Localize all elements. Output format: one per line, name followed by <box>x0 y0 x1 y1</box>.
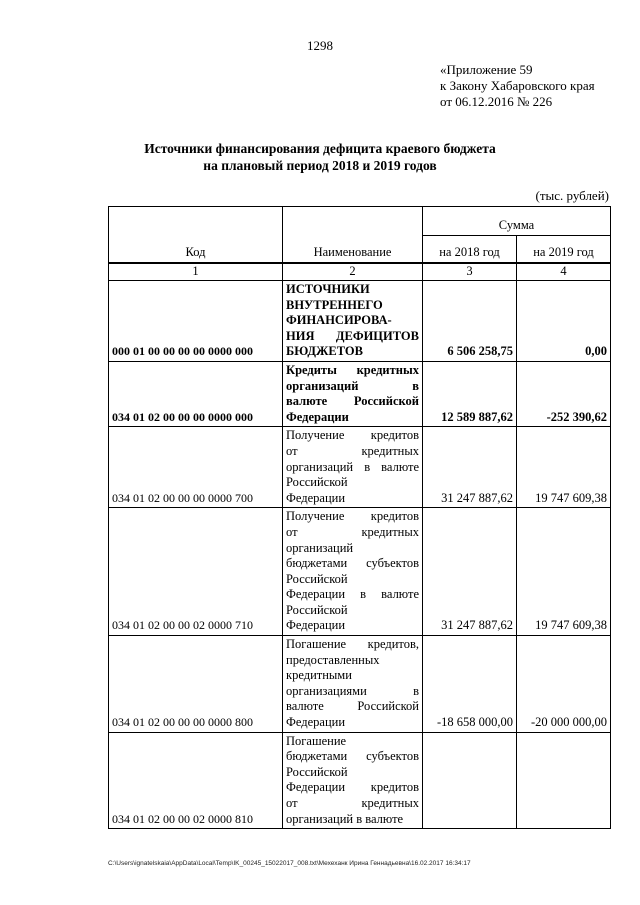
source-name-line: БЮДЖЕТОВ <box>286 344 363 359</box>
source-name-line: ВНУТРЕННЕГО <box>286 297 383 312</box>
column-number: 4 <box>517 263 611 281</box>
source-name-line: организаций в <box>286 378 419 393</box>
source-name-line: бюджетами субъектов <box>286 556 419 571</box>
amount-2018 <box>423 732 517 829</box>
source-name <box>283 636 423 733</box>
source-name-line: ФИНАНСИРОВА- <box>286 313 392 328</box>
file-path-footer: C:\Users\ignatelskaia\AppData\Local\Temp\IK_00245_15022017_008.txt\Мехеханк Ирина Геннадьевна\16.02.2017 16:34:17 <box>108 860 471 867</box>
source-name-line: Федерации <box>286 715 346 730</box>
source-name-line: Погашение кредитов, <box>286 637 419 652</box>
header-code: Код <box>109 207 283 264</box>
source-name-line: Получение кредитов <box>286 428 419 443</box>
source-name-line: Кредиты кредитных <box>286 362 419 377</box>
budget-code: 034 01 02 00 00 02 0000 710 <box>109 508 283 636</box>
table-row <box>109 636 611 733</box>
source-name-line: НИЯ ДЕФИЦИТОВ <box>286 328 419 343</box>
source-name-line: Российской <box>286 475 348 490</box>
header-name: Наименование <box>283 207 423 264</box>
appendix-line-2: к Закону Хабаровского края <box>440 78 595 93</box>
source-name-line: Федерации в валюте <box>286 587 419 602</box>
source-name-line: валюте Российской <box>286 699 419 714</box>
document-title <box>0 140 640 174</box>
budget-code: 034 01 02 00 00 00 0000 000 <box>109 361 283 426</box>
source-name-line: Федерации <box>286 618 346 633</box>
amount-2019: 19 747 609,38 <box>517 427 611 508</box>
source-name-line: Федерации кредитов <box>286 780 419 795</box>
source-name <box>283 427 423 508</box>
appendix-reference <box>440 62 595 110</box>
amount-2018: -18 658 000,00 <box>423 636 517 733</box>
amount-2018: 31 247 887,62 <box>423 508 517 636</box>
units-note: (тыс. рублей) <box>535 188 609 203</box>
source-name-line: Федерации <box>286 490 346 505</box>
header-year-2019: на 2019 год <box>517 236 611 264</box>
source-name-line: организациями в <box>286 683 419 698</box>
source-name-line: валюте Российской <box>286 394 419 409</box>
amount-2018: 31 247 887,62 <box>423 427 517 508</box>
source-name-line: организаций в валюте <box>286 811 404 826</box>
source-name-line: от кредитных <box>286 443 419 458</box>
source-name-line: организаций в валюте <box>286 459 419 474</box>
source-name-line: Получение кредитов <box>286 509 419 524</box>
appendix-line-3: от 06.12.2016 № 226 <box>440 94 553 109</box>
source-name-line: бюджетами субъектов <box>286 749 419 764</box>
source-name-line: организаций <box>286 540 354 555</box>
amount-2019: 19 747 609,38 <box>517 508 611 636</box>
source-name-line: кредитными <box>286 668 352 683</box>
column-number: 3 <box>423 263 517 281</box>
amount-2019: 0,00 <box>517 281 611 362</box>
source-name-line: Федерации <box>286 409 349 424</box>
amount-2019 <box>517 732 611 829</box>
table-row <box>109 427 611 508</box>
financing-sources-table <box>108 206 611 829</box>
title-line-2: на плановый период 2018 и 2019 годов <box>203 158 437 173</box>
amount-2019: -20 000 000,00 <box>517 636 611 733</box>
column-number: 2 <box>283 263 423 281</box>
source-name-line: Погашение <box>286 733 347 748</box>
table-row <box>109 732 611 829</box>
source-name <box>283 732 423 829</box>
title-line-1: Источники финансирования дефицита краевого бюджета <box>144 141 496 156</box>
source-name <box>283 508 423 636</box>
source-name <box>283 281 423 362</box>
header-sum: Сумма <box>423 207 611 236</box>
source-name-line: предоставленных <box>286 652 380 667</box>
source-name-line: Российской <box>286 571 348 586</box>
source-name-line: ИСТОЧНИКИ <box>286 282 370 296</box>
budget-code: 000 01 00 00 00 00 0000 000 <box>109 281 283 362</box>
column-number: 1 <box>109 263 283 281</box>
table-row <box>109 508 611 636</box>
source-name <box>283 361 423 426</box>
table-row <box>109 281 611 362</box>
budget-code: 034 01 02 00 00 00 0000 700 <box>109 427 283 508</box>
source-name-line: от кредитных <box>286 524 419 539</box>
amount-2018: 6 506 258,75 <box>423 281 517 362</box>
appendix-line-1: «Приложение 59 <box>440 62 533 77</box>
amount-2018: 12 589 887,62 <box>423 361 517 426</box>
table-row <box>109 361 611 426</box>
source-name-line: от кредитных <box>286 796 419 810</box>
page-number: 1298 <box>307 38 333 53</box>
source-name-line: Российской <box>286 602 348 617</box>
header-year-2018: на 2018 год <box>423 236 517 264</box>
amount-2019: -252 390,62 <box>517 361 611 426</box>
budget-code: 034 01 02 00 00 00 0000 800 <box>109 636 283 733</box>
source-name-line: Российской <box>286 764 348 779</box>
budget-code: 034 01 02 00 00 02 0000 810 <box>109 732 283 829</box>
